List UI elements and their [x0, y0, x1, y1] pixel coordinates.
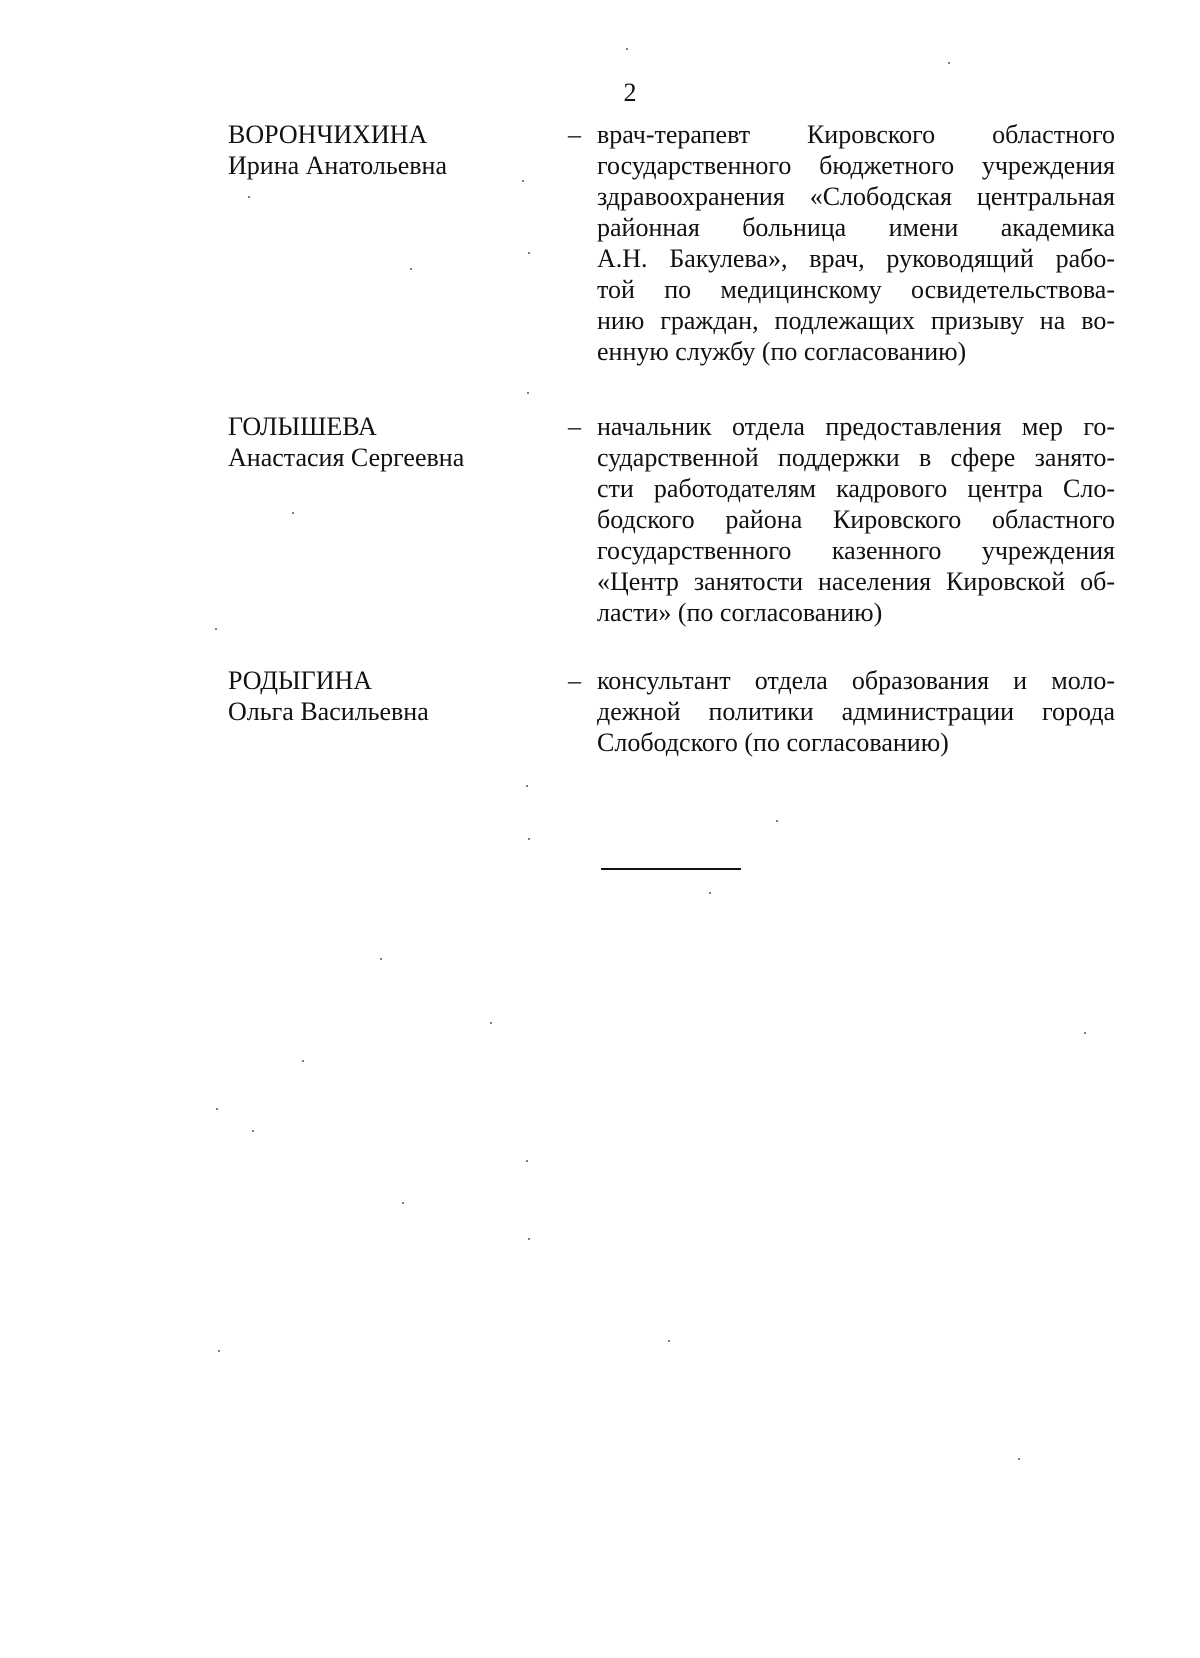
scan-speck	[668, 1340, 670, 1342]
scan-speck	[709, 892, 711, 894]
position-line: здравоохранения «Слободская центральная	[597, 182, 1115, 211]
position-line: сударственной поддержки в сфере занято-	[597, 443, 1115, 472]
position-line: «Центр занятости населения Кировской об-	[597, 567, 1115, 596]
scan-speck	[302, 1060, 304, 1062]
position-line: дежной политики администрации города	[597, 697, 1115, 726]
scan-speck	[218, 1350, 220, 1352]
position-line: той по медицинскому освидетельствова-	[597, 275, 1115, 304]
scan-speck	[776, 820, 778, 822]
scan-speck	[1084, 1032, 1086, 1034]
scan-speck	[948, 62, 950, 64]
scan-speck	[527, 392, 529, 394]
scan-speck	[522, 180, 524, 182]
dash-separator: –	[568, 412, 581, 441]
position-line: районная больница имени академика	[597, 213, 1115, 242]
dash-separator: –	[568, 666, 581, 695]
position-line: государственного казенного учреждения	[597, 536, 1115, 565]
position-line: начальник отдела предоставления мер го-	[597, 412, 1115, 441]
member-given-names: Ольга Васильевна	[228, 697, 429, 726]
scan-speck	[410, 268, 412, 270]
scan-speck	[528, 838, 530, 840]
position-line: консультант отдела образования и моло-	[597, 666, 1115, 695]
scan-speck	[490, 1022, 492, 1024]
scan-speck	[1018, 1458, 1020, 1460]
position-line: государственного бюджетного учреждения	[597, 151, 1115, 180]
member-given-names: Анастасия Сергеевна	[228, 443, 465, 472]
position-line: бодского района Кировского областного	[597, 505, 1115, 534]
page-number: 2	[623, 78, 637, 107]
position-line: сти работодателям кадрового центра Сло-	[597, 474, 1115, 503]
scan-speck	[380, 958, 382, 960]
scan-speck	[528, 252, 530, 254]
scan-speck	[216, 1108, 218, 1110]
member-surname: РОДЫГИНА	[228, 666, 373, 695]
end-of-list-rule	[601, 868, 741, 870]
scan-speck	[252, 1130, 254, 1132]
scan-speck	[402, 1202, 404, 1204]
member-position	[597, 411, 1115, 628]
position-line: Слободского (по согласованию)	[597, 728, 949, 757]
position-line: врач-терапевт Кировского областного	[597, 120, 1115, 149]
scan-speck	[626, 48, 628, 50]
member-given-names: Ирина Анатольевна	[228, 151, 447, 180]
dash-separator: –	[568, 120, 581, 149]
member-position	[597, 119, 1115, 367]
member-surname: ВОРОНЧИХИНА	[228, 120, 428, 149]
position-line: енную службу (по согласованию)	[597, 337, 967, 366]
member-name	[228, 665, 548, 727]
scan-speck	[248, 196, 250, 198]
position-line: А.Н. Бакулева», врач, руководящий рабо-	[597, 244, 1115, 273]
member-surname: ГОЛЫШЕВА	[228, 412, 377, 441]
scan-speck	[526, 1160, 528, 1162]
scan-speck	[528, 1238, 530, 1240]
position-line: нию граждан, подлежащих призыву на во-	[597, 306, 1115, 335]
member-position	[597, 665, 1115, 758]
position-line: ласти» (по согласованию)	[597, 598, 883, 627]
scan-speck	[215, 628, 217, 630]
scan-speck	[526, 785, 528, 787]
member-name	[228, 411, 548, 473]
member-name	[228, 119, 548, 181]
scan-speck	[292, 512, 294, 514]
